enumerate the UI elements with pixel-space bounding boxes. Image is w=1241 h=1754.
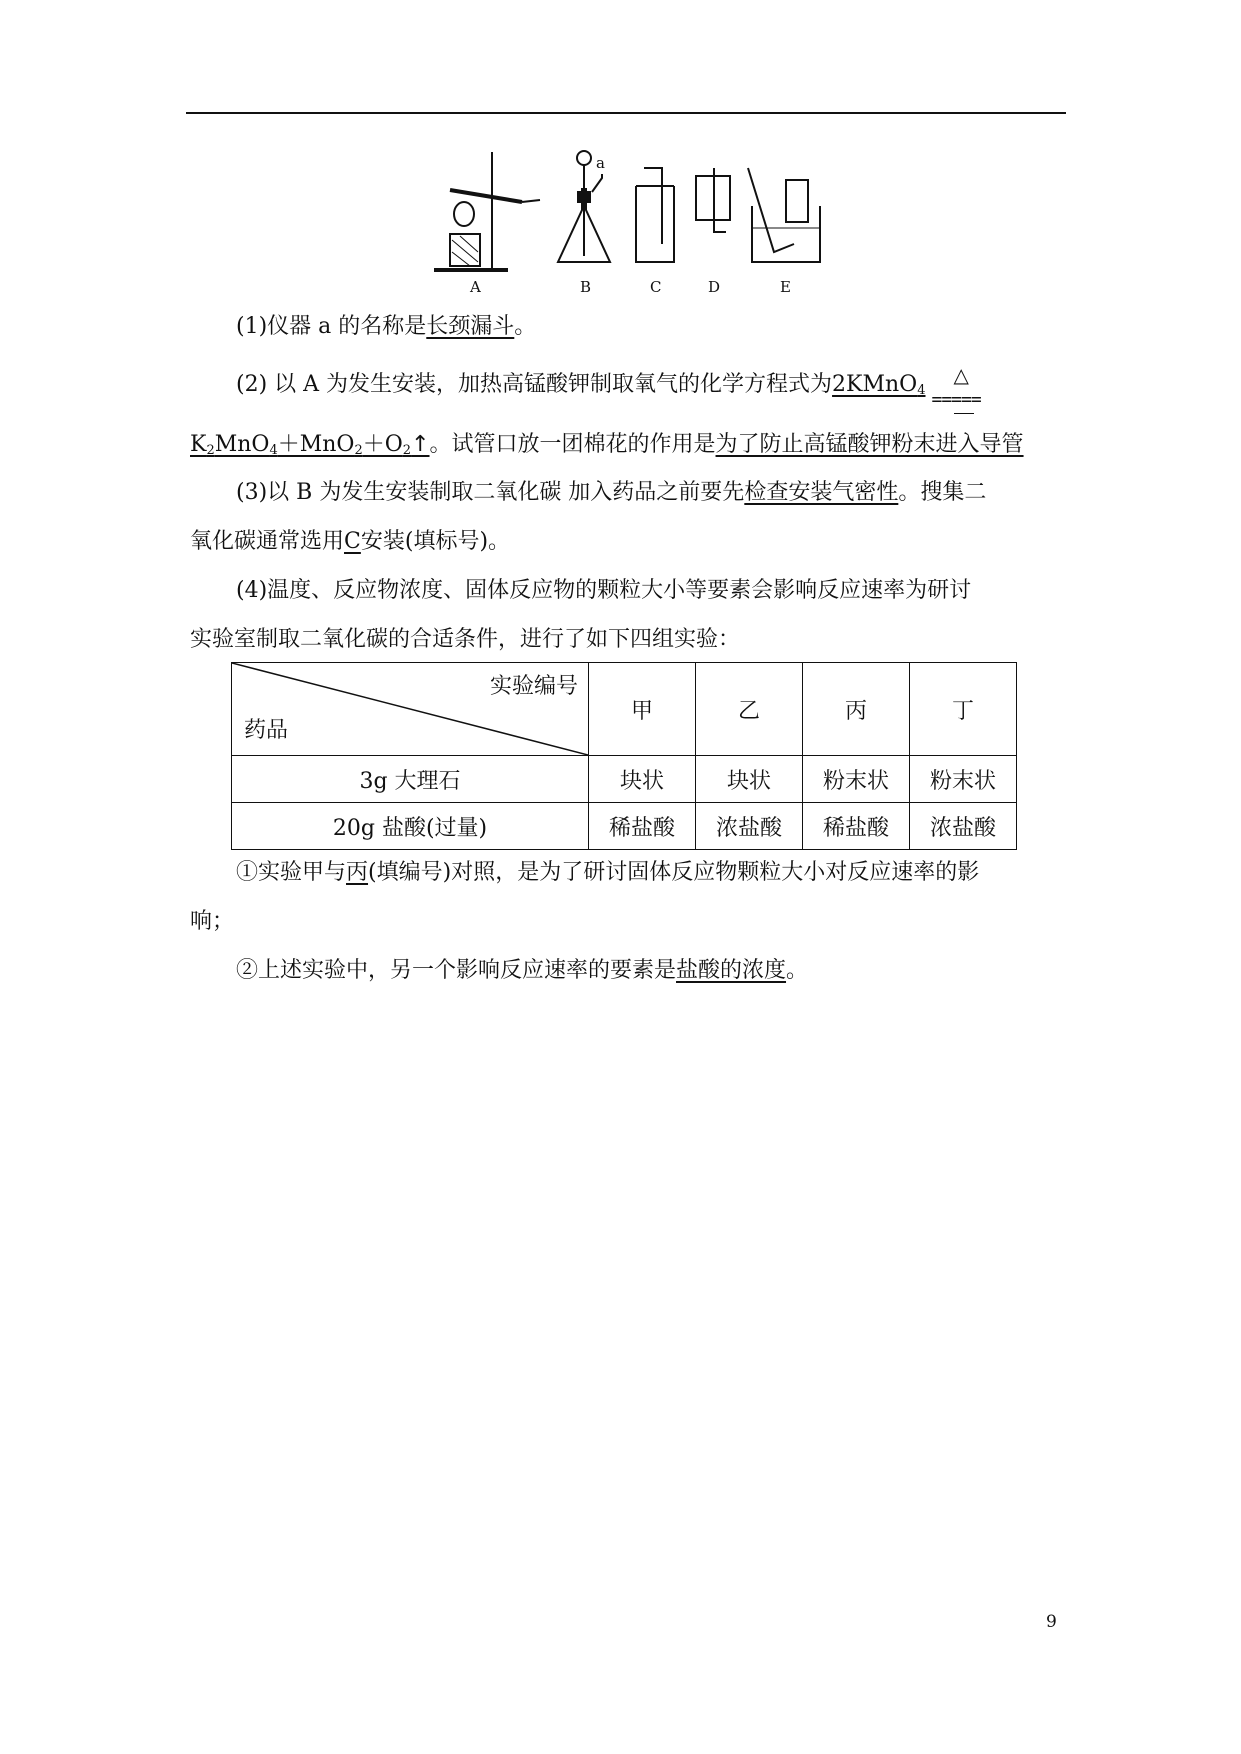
table-cell: 浓盐酸 <box>910 803 1017 850</box>
question-1: (1)仪器 a 的名称是长颈漏斗。 <box>236 314 537 339</box>
table-header-diagonal <box>232 663 589 756</box>
inverted-bottle-e <box>786 180 808 222</box>
header-rule <box>186 112 1066 114</box>
label-E: E <box>780 278 791 296</box>
header-reagent: 药品 <box>244 718 289 743</box>
sub-question-1-line-1: ①实验甲与丙(填编号)对照，是为了研讨固体反应物颗粒大小对反应速率的影 <box>236 860 980 885</box>
delivery-stub <box>522 200 540 202</box>
label-C: C <box>650 278 662 296</box>
heat-triangle-icon: △ <box>953 363 969 387</box>
label-funnel-a: a <box>596 154 605 172</box>
table-cell: 块状 <box>696 756 803 803</box>
table-header-row <box>232 663 1017 756</box>
equation-products: $K_2MnO_4+MnO_2+O_2↑$ <box>190 432 430 458</box>
gas-up-arrow-icon: ↑ <box>411 432 430 457</box>
equation-reactant: 2KMnO$_4$ <box>832 372 926 398</box>
answer-1: 长颈漏斗 <box>426 314 515 339</box>
row-label: 20g 盐酸(过量) <box>232 803 589 850</box>
question-2-line-1: (2) 以 A 为发生安装，加热高锰酸钾制取氧气的化学方程式为2KMnO$_4$ △ ===== <box>190 360 1116 415</box>
table-row <box>232 803 1017 850</box>
answer-3b: C <box>344 529 361 554</box>
test-tube <box>450 190 522 202</box>
table-cell: 粉末状 <box>803 756 910 803</box>
sub-question-2: ②上述实验中，另一个影响反应速率的要素是盐酸的浓度。 <box>236 958 809 983</box>
question-4-line-1: (4)温度、反应物浓度、固体反应物的颗粒大小等要素会影响反应速率为研讨 <box>236 578 972 603</box>
row-label: 3g 大理石 <box>232 756 589 803</box>
table-row <box>232 756 1017 803</box>
label-D: D <box>708 278 721 296</box>
table-cell: 稀盐酸 <box>803 803 910 850</box>
question-2-line-2: $K_2MnO_4+MnO_2+O_2↑$。试管口放一团棉花的作用是为了防止高锰酸钾粉末进入导管 <box>190 432 1024 458</box>
reaction-condition: △ ===== <box>932 373 996 397</box>
question-3-line-2: 氧化碳通常选用C安装(填标号)。 <box>190 529 511 554</box>
column-header: 丙 <box>803 663 910 756</box>
column-header: 丁 <box>910 663 1017 756</box>
flame <box>454 202 474 226</box>
header-experiment-number: 实验编号 <box>489 674 578 699</box>
table-cell: 粉末状 <box>910 756 1017 803</box>
label-A: A <box>470 278 481 296</box>
page-number: 9 <box>1046 1612 1057 1632</box>
table-cell: 稀盐酸 <box>589 803 696 850</box>
answer-sub-2: 盐酸的浓度 <box>676 958 787 983</box>
answer-3a: 检查安装气密性 <box>744 480 899 505</box>
answer-sub-1: 丙 <box>346 860 369 885</box>
tube-d <box>714 168 726 232</box>
column-header: 甲 <box>589 663 696 756</box>
label-B: B <box>580 278 592 296</box>
column-header: 乙 <box>696 663 803 756</box>
question-4-line-2: 实验室制取二氧化碳的合适条件，进行了如下四组实验： <box>190 627 741 652</box>
sub-question-1-line-2: 响； <box>190 909 235 934</box>
apparatus-figure <box>430 148 860 296</box>
table-cell: 浓盐酸 <box>696 803 803 850</box>
table-cell: 块状 <box>589 756 696 803</box>
answer-2: 为了防止高锰酸钾粉末进入导管 <box>715 432 1024 457</box>
funnel-bowl <box>577 151 591 165</box>
lab-apparatus-diagram <box>430 148 860 296</box>
question-3-line-1: (3)以 B 为发生安装制取二氧化碳 加入药品之前要先检查安装气密性。搜集二 <box>236 480 987 505</box>
collect-bottle-c <box>636 186 674 262</box>
experiment-table <box>231 662 1017 850</box>
tube-c <box>644 168 662 244</box>
